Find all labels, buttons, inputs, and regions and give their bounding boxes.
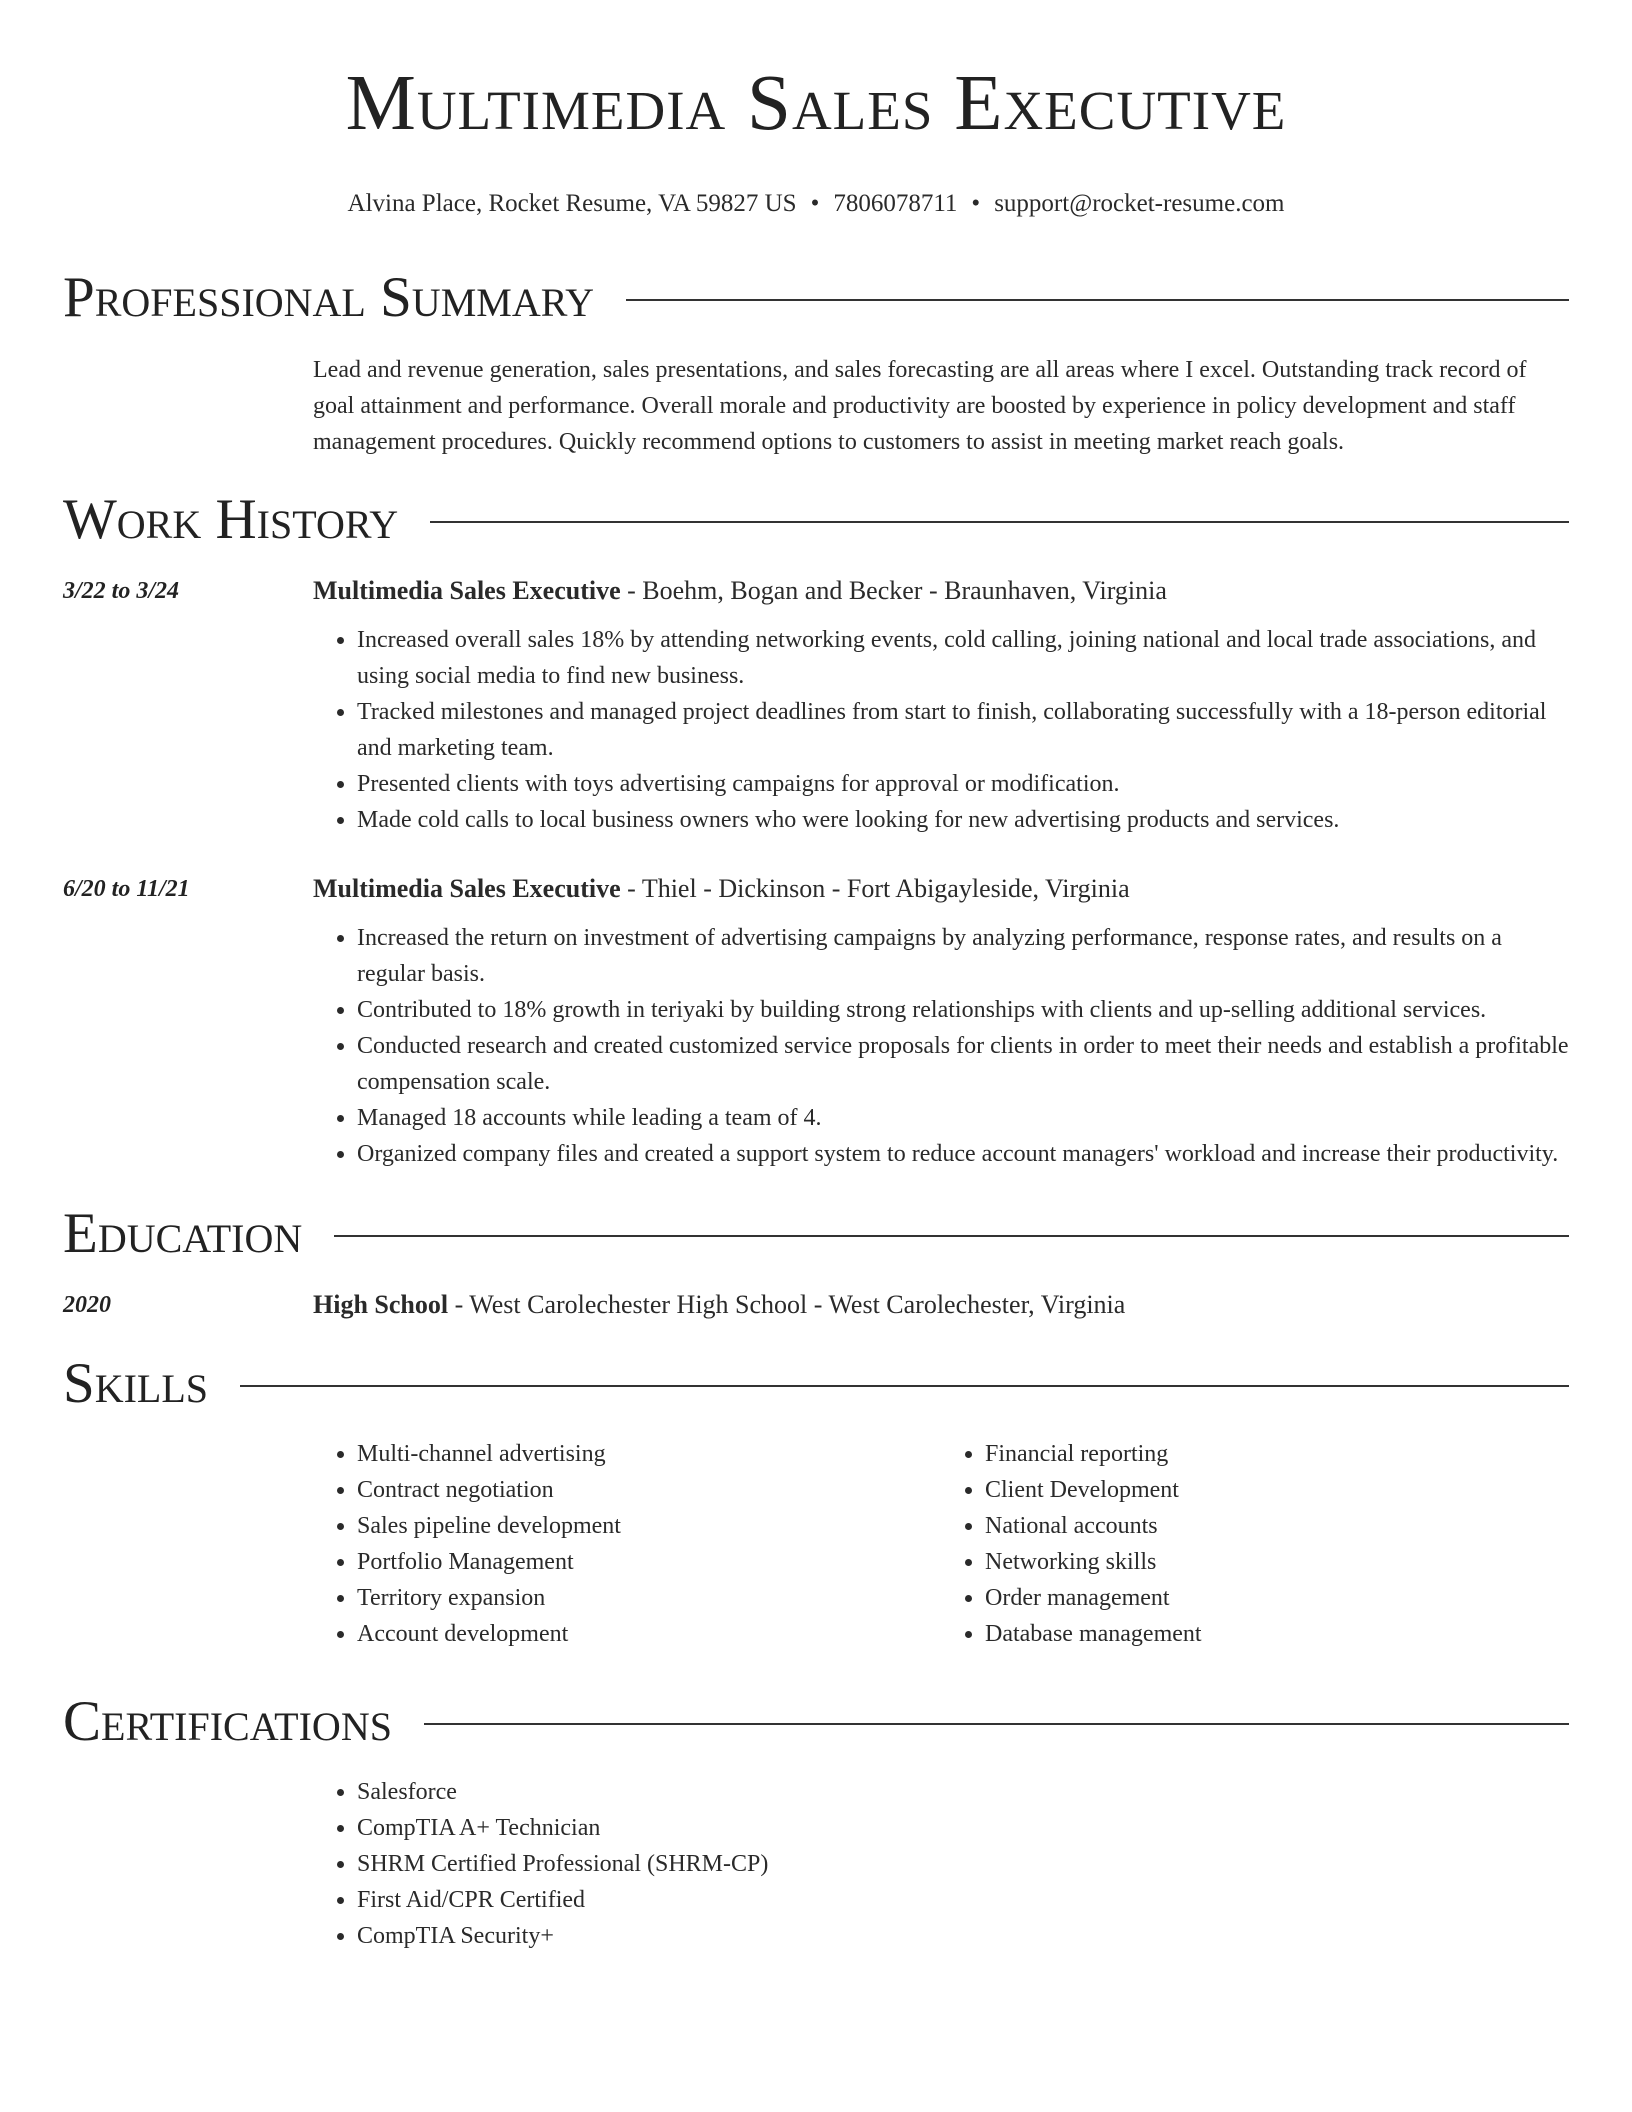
skills-column-right — [941, 1436, 1569, 1652]
job-bullets — [313, 920, 1569, 1172]
contact-phone: 7806078711 — [833, 190, 958, 217]
summary-section-header — [63, 266, 1569, 330]
job-title: Multimedia Sales Executive — [313, 874, 621, 903]
skill-item: • Networking skills — [985, 1544, 1569, 1580]
education-section-header — [63, 1202, 1569, 1266]
job-dates: 3/22 to 3/24 — [63, 578, 180, 604]
skill-item: • Portfolio Management — [357, 1544, 941, 1580]
job-bullet: • Increased the return on investment of advertising campaigns by analyzing performance, response rates, and results on a regular basis. — [357, 920, 1569, 992]
certifications-heading: Certifications — [63, 1690, 392, 1753]
summary-heading: Professional Summary — [63, 266, 595, 329]
job-entry — [63, 574, 1569, 838]
contact-email: support@rocket-resume.com — [994, 190, 1285, 217]
job-bullet: • Managed 18 accounts while leading a team of 4. — [357, 1100, 1569, 1136]
job-bullet: • Conducted research and created customized service proposals for clients in order to meet their needs and establish a profitable compensation scale. — [357, 1028, 1569, 1100]
contact-separator: • — [810, 190, 820, 217]
skill-item: • Order management — [985, 1580, 1569, 1616]
job-entry — [63, 872, 1569, 1172]
certifications-section-header — [63, 1690, 1569, 1754]
contact-address: Alvina Place, Rocket Resume, VA 59827 US — [347, 190, 797, 217]
job-bullet: • Made cold calls to local business owners who were looking for new advertising products and services. — [357, 802, 1569, 838]
section-divider — [430, 521, 1569, 523]
education-school: - West Carolechester High School - West Carolechester, Virginia — [448, 1290, 1126, 1319]
section-divider — [240, 1385, 1569, 1387]
work-history-heading: Work History — [63, 488, 399, 551]
job-title: Multimedia Sales Executive — [313, 576, 621, 605]
certification-item: • CompTIA Security+ — [357, 1918, 1569, 1954]
education-entry — [63, 1288, 1569, 1322]
section-divider — [424, 1723, 1569, 1725]
certification-item: • First Aid/CPR Certified — [357, 1882, 1569, 1918]
job-bullet: • Contributed to 18% growth in teriyaki by building strong relationships with clients and up-selling additional services. — [357, 992, 1569, 1028]
education-heading-line — [313, 1288, 1569, 1322]
skill-item: • National accounts — [985, 1508, 1569, 1544]
skill-item: • Sales pipeline development — [357, 1508, 941, 1544]
job-bullet: • Presented clients with toys advertising campaigns for approval or modification. — [357, 766, 1569, 802]
skill-item: • Client Development — [985, 1472, 1569, 1508]
skills-list — [313, 1436, 1569, 1652]
job-bullet: • Organized company files and created a support system to reduce account managers' workload and increase their productivity. — [357, 1136, 1569, 1172]
contact-line — [63, 188, 1569, 220]
education-year: 2020 — [63, 1292, 111, 1318]
certification-item: • Salesforce — [357, 1774, 1569, 1810]
section-divider — [334, 1235, 1569, 1237]
summary-text: Lead and revenue generation, sales presentations, and sales forecasting are all areas where I excel. Outstanding track record of goal attainment and performance. Overall morale and productivity are boosted by experience in policy development and staff management procedures. Quickly recommend options to customers to assist in meeting market reach goals. — [313, 357, 1527, 455]
work-history-section-header — [63, 488, 1569, 552]
job-bullet: • Increased overall sales 18% by attending networking events, cold calling, joining national and local trade associations, and using social media to find new business. — [357, 622, 1569, 694]
contact-separator: • — [971, 190, 981, 217]
job-bullets — [313, 622, 1569, 838]
job-employer: - Boehm, Bogan and Becker - Braunhaven, Virginia — [620, 576, 1167, 605]
job-heading — [313, 872, 1569, 906]
skill-item: • Database management — [985, 1616, 1569, 1652]
skills-heading: Skills — [63, 1352, 209, 1415]
job-bullet: • Tracked milestones and managed project deadlines from start to finish, collaborating successfully with a 18-person editorial and marketing team. — [357, 694, 1569, 766]
certification-item: • SHRM Certified Professional (SHRM-CP) — [357, 1846, 1569, 1882]
certification-item: • CompTIA A+ Technician — [357, 1810, 1569, 1846]
job-employer: - Thiel - Dickinson - Fort Abigayleside, Virginia — [620, 874, 1130, 903]
certifications-list — [313, 1774, 1569, 1954]
skills-column-left — [313, 1436, 941, 1652]
job-heading — [313, 574, 1569, 608]
education-heading: Education — [63, 1202, 303, 1265]
certifications-bullets — [313, 1774, 1569, 1954]
skill-item: • Territory expansion — [357, 1580, 941, 1616]
education-degree: High School — [313, 1290, 449, 1319]
skill-item: • Financial reporting — [985, 1436, 1569, 1472]
resume-name: Multimedia Sales Executive — [345, 60, 1287, 147]
skill-item: • Account development — [357, 1616, 941, 1652]
skills-section-header — [63, 1352, 1569, 1416]
skill-item: • Multi-channel advertising — [357, 1436, 941, 1472]
section-divider — [626, 299, 1569, 301]
job-dates: 6/20 to 11/21 — [63, 876, 190, 902]
skill-item: • Contract negotiation — [357, 1472, 941, 1508]
